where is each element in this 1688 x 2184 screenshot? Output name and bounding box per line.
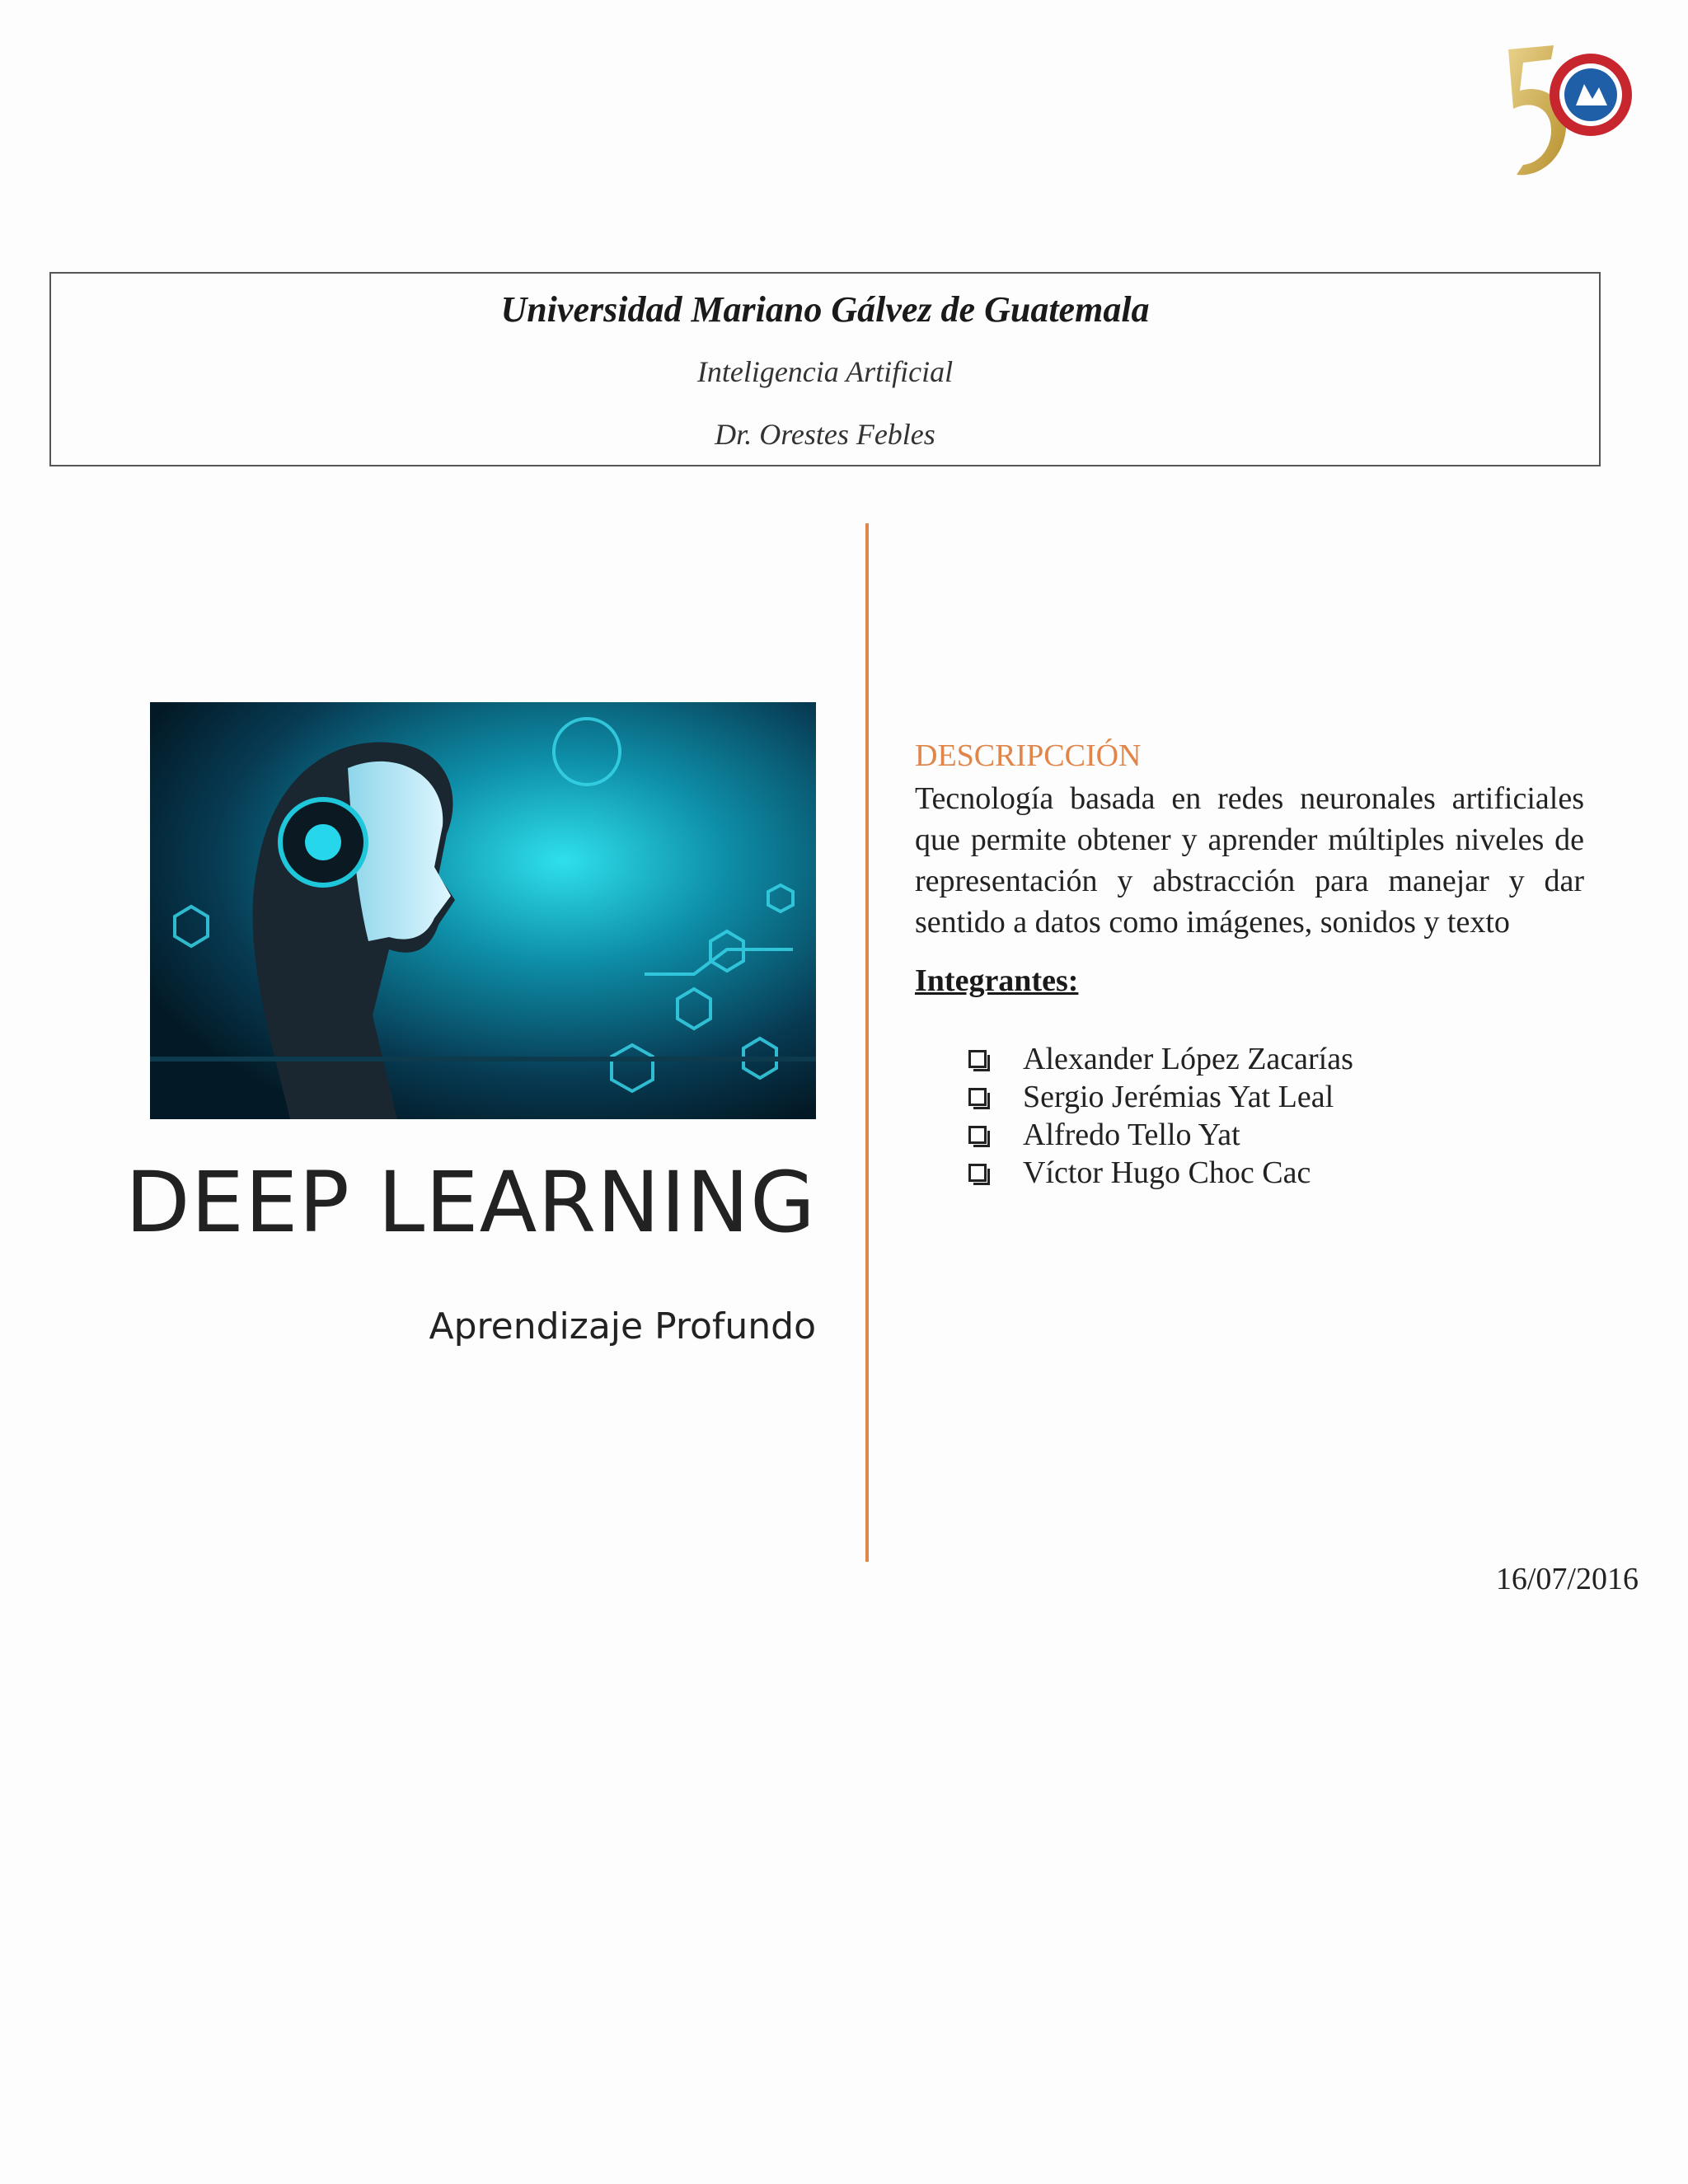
member-name: Sergio Jerémias Yat Leal	[1023, 1080, 1334, 1114]
professor-name: Dr. Orestes Febles	[715, 418, 935, 451]
list-item	[968, 1154, 1353, 1192]
robot-head-icon	[150, 702, 816, 1119]
university-logo	[1475, 33, 1657, 181]
members-heading: Integrantes:	[915, 963, 1079, 998]
anniversary-50-icon	[1475, 33, 1657, 181]
member-name: Víctor Hugo Choc Cac	[1023, 1155, 1311, 1190]
member-name: Alfredo Tello Yat	[1023, 1118, 1240, 1152]
list-item	[968, 1040, 1353, 1078]
university-name: Universidad Mariano Gálvez de Guatemala	[500, 289, 1150, 330]
list-item	[968, 1078, 1353, 1116]
description-heading: DESCRIPCCIÓN	[915, 738, 1142, 773]
checkbox-bullet-icon	[968, 1088, 987, 1106]
document-date: 16/07/2016	[1495, 1562, 1639, 1596]
checkbox-bullet-icon	[968, 1126, 987, 1144]
checkbox-bullet-icon	[968, 1050, 987, 1068]
member-name: Alexander López Zacarías	[1023, 1042, 1353, 1076]
list-item	[968, 1116, 1353, 1154]
header-box	[49, 272, 1601, 466]
description-text: Tecnología basada en redes neuronales artificiales que permite obtener y aprender múltiples niveles de representación y abstracción para manejar y dar sentido a datos como imágenes, sonidos y texto	[915, 781, 1584, 940]
document-subtitle: Aprendizaje Profundo	[429, 1305, 816, 1347]
course-name: Inteligencia Artificial	[696, 355, 954, 388]
checkbox-bullet-icon	[968, 1164, 987, 1182]
cover-image	[150, 702, 816, 1119]
members-list	[968, 1040, 1353, 1192]
vertical-divider	[865, 523, 869, 1562]
document-title: DEEP LEARNING	[124, 1154, 816, 1252]
